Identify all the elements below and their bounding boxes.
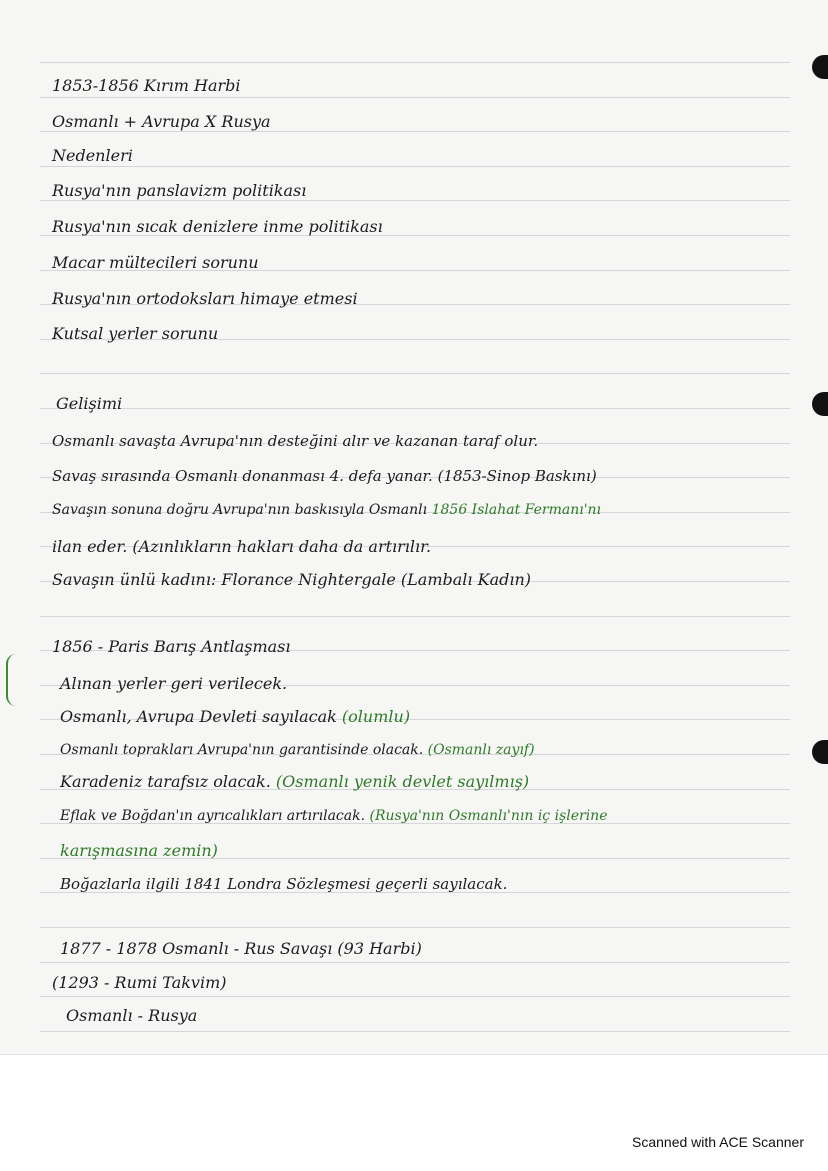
note-line: Karadeniz tarafsız olacak. (Osmanlı yenik devlet sayılmış) xyxy=(60,772,530,791)
ruled-line xyxy=(40,373,790,374)
ruled-line xyxy=(40,962,790,963)
note-heading-development: Gelişimi xyxy=(56,394,123,413)
ruled-line xyxy=(40,996,790,997)
ruled-line xyxy=(40,166,790,167)
note-line: Osmanlı toprakları Avrupa'nın garantisinde olacak. (Osmanlı zayıf) xyxy=(60,742,535,758)
note-heading-paris-treaty: 1856 - Paris Barış Antlaşması xyxy=(52,637,291,656)
note-heading-causes: Nedenleri xyxy=(52,146,133,165)
note-heading-93-war: 1877 - 1878 Osmanlı - Rus Savaşı (93 Harbi) xyxy=(60,939,422,958)
ruled-line xyxy=(40,408,790,409)
note-line: Savaşın sonuna doğru Avrupa'nın baskısıyla Osmanlı 1856 Islahat Fermanı'nı xyxy=(52,502,602,518)
note-line: Osmanlı + Avrupa X Rusya xyxy=(52,112,271,131)
note-line: Boğazlarla ilgili 1841 Londra Sözleşmesi geçerli sayılacak. xyxy=(60,875,508,893)
note-line: Rusya'nın sıcak denizlere inme politikası xyxy=(52,217,383,236)
ruled-line xyxy=(40,1031,790,1032)
ruled-line xyxy=(40,62,790,63)
note-line: Kutsal yerler sorunu xyxy=(52,324,219,343)
scanner-watermark: Scanned with ACE Scanner xyxy=(632,1134,804,1150)
margin-bracket-mark xyxy=(6,654,22,706)
note-line: Osmanlı - Rusya xyxy=(66,1006,198,1025)
note-line: Savaş sırasında Osmanlı donanması 4. defa yanar. (1853-Sinop Baskını) xyxy=(52,467,597,485)
note-line-continuation: karışmasına zemin) xyxy=(60,841,218,860)
binder-hole-top xyxy=(812,55,828,79)
ruled-line xyxy=(40,97,790,98)
note-line: Rusya'nın ortodoksları himaye etmesi xyxy=(52,289,358,308)
note-title-crimean-war: 1853-1856 Kırım Harbi xyxy=(52,76,241,95)
note-line: (1293 - Rumi Takvim) xyxy=(52,973,227,992)
note-line: Rusya'nın panslavizm politikası xyxy=(52,181,307,200)
note-line: Eflak ve Boğdan'ın ayrıcalıkları artırılacak. (Rusya'nın Osmanlı'nın iç işlerine xyxy=(60,808,608,824)
note-line: Alınan yerler geri verilecek. xyxy=(60,674,288,693)
note-line: Macar mültecileri sorunu xyxy=(52,253,259,272)
note-line: ilan eder. (Azınlıkların hakları daha da artırılır. xyxy=(52,537,432,556)
binder-hole-middle xyxy=(812,392,828,416)
ruled-line xyxy=(40,927,790,928)
note-line: Savaşın ünlü kadını: Florance Nightergale (Lambalı Kadın) xyxy=(52,570,532,589)
binder-hole-bottom xyxy=(812,740,828,764)
ruled-line xyxy=(40,616,790,617)
note-line: Osmanlı savaşta Avrupa'nın desteğini alır ve kazanan taraf olur. xyxy=(52,432,539,450)
note-line: Osmanlı, Avrupa Devleti sayılacak (olumlu) xyxy=(60,707,411,726)
